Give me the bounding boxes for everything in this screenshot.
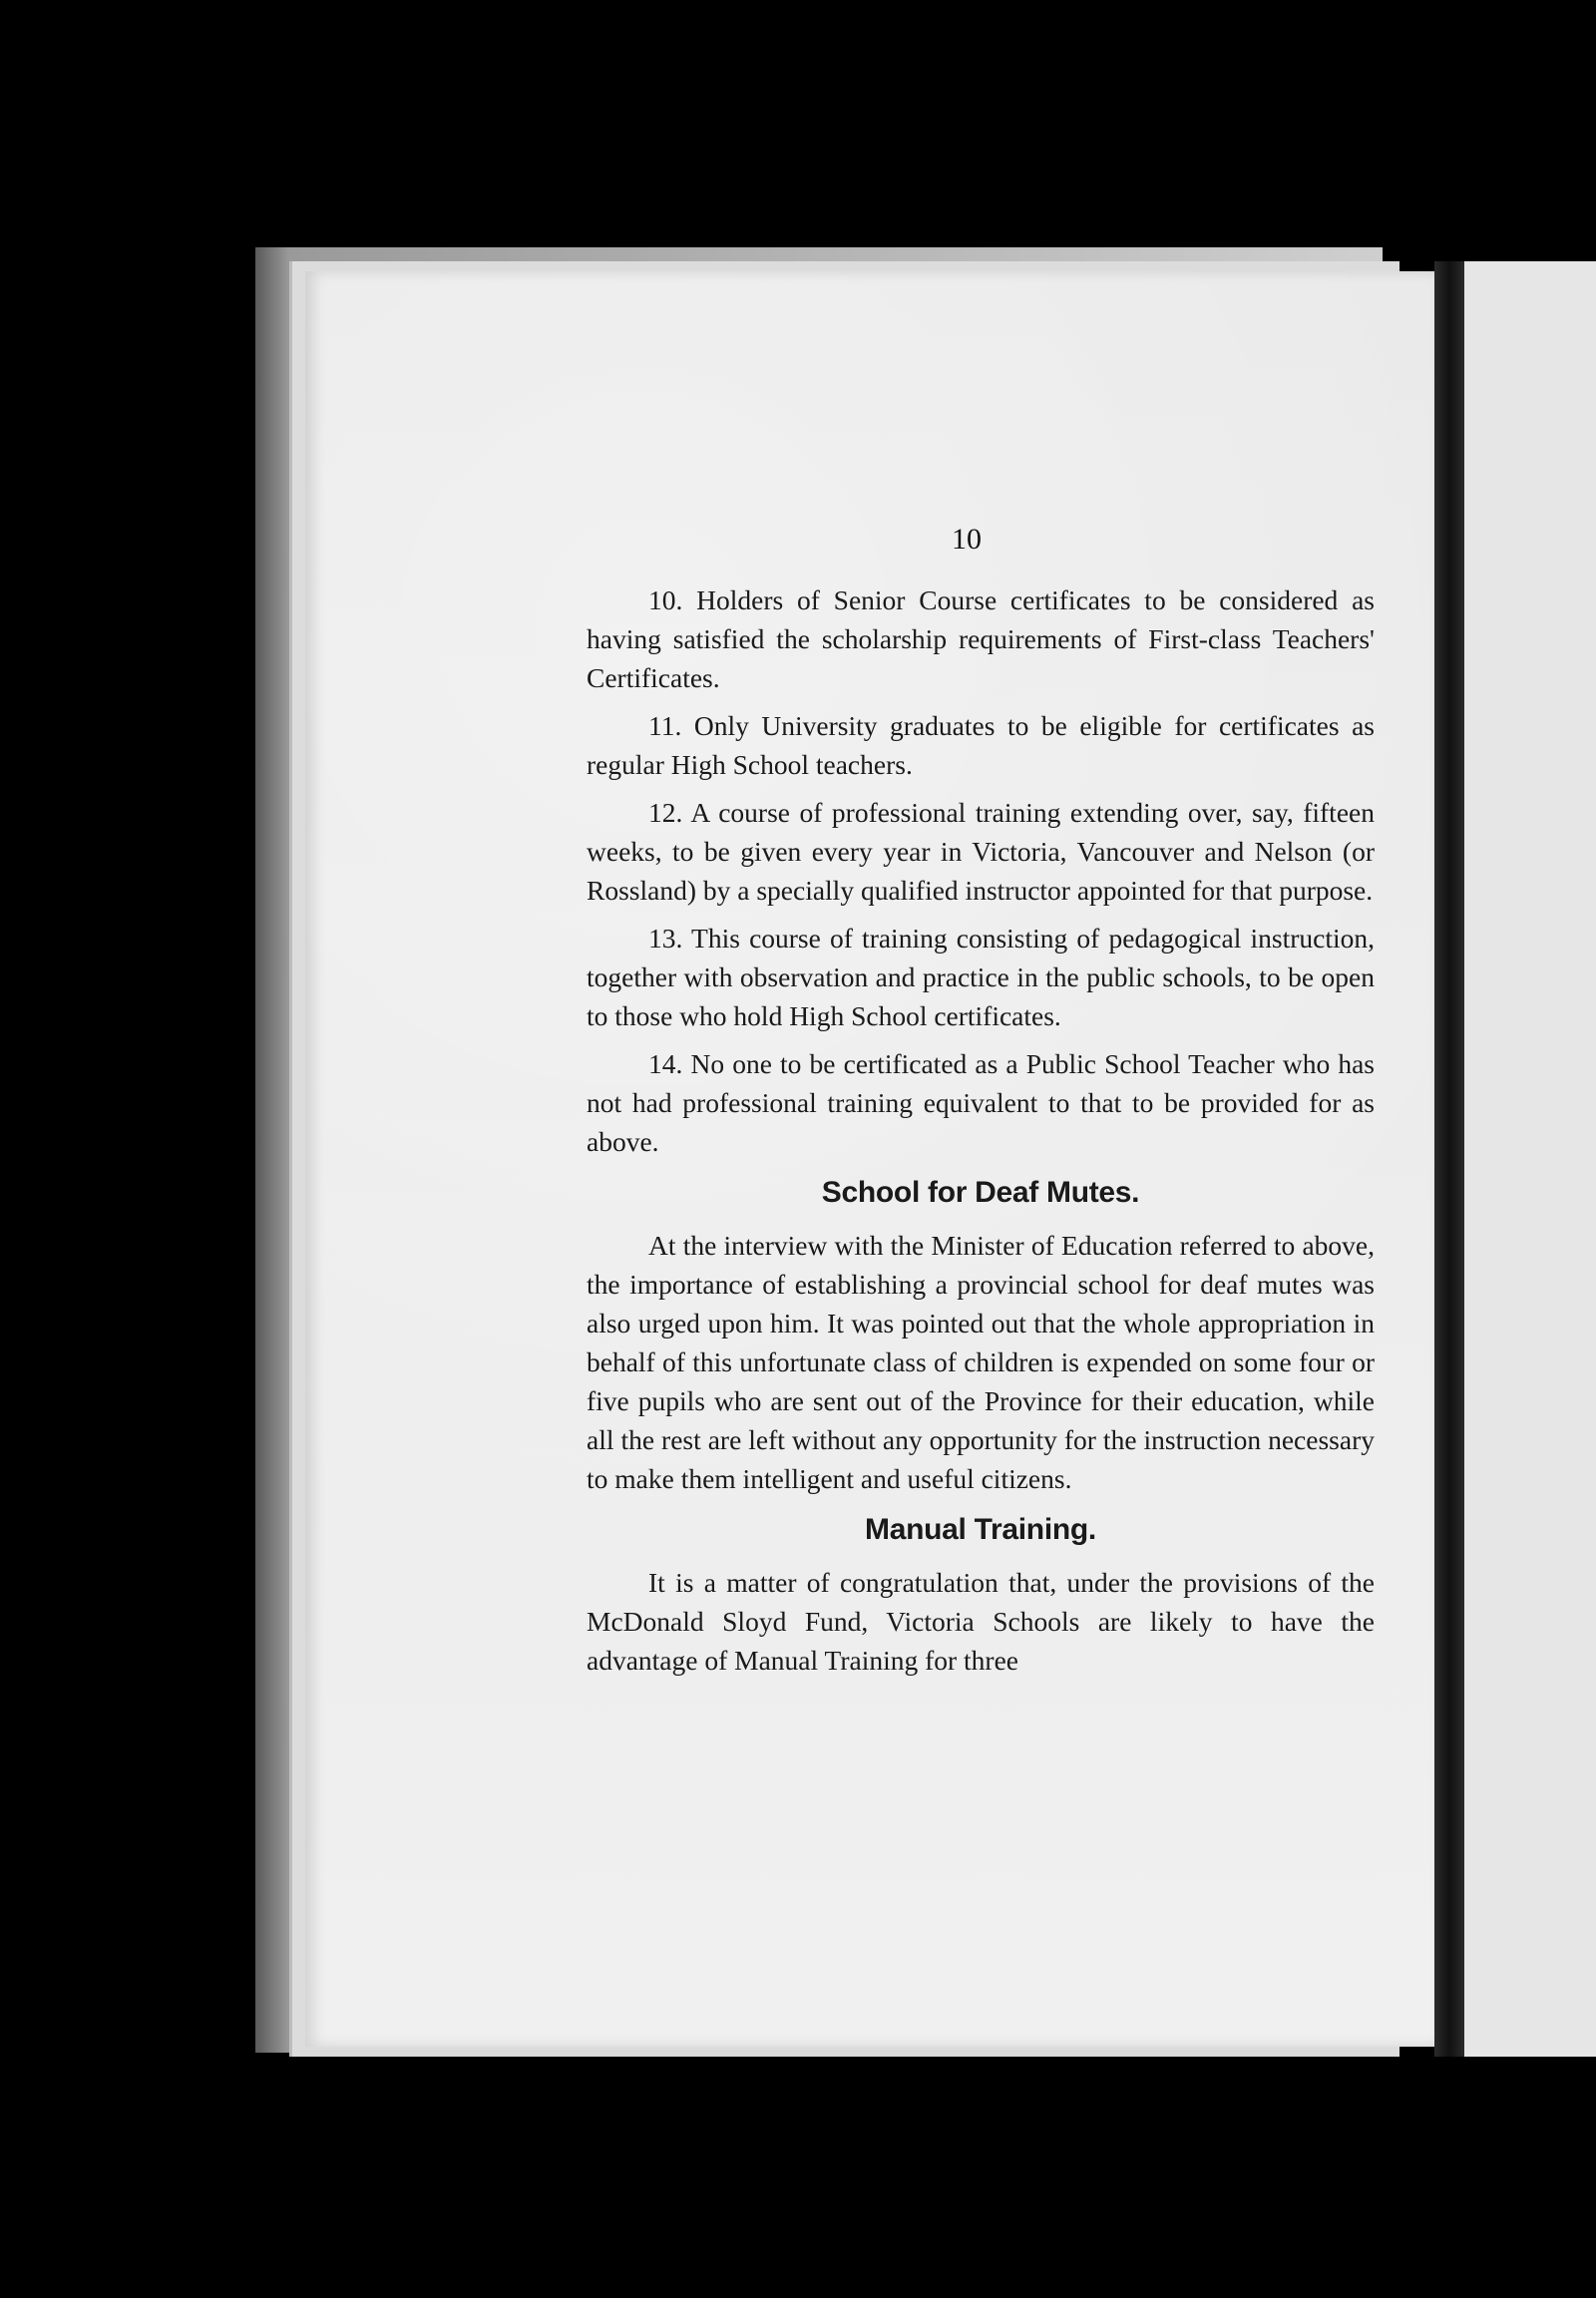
list-item: 12. A course of professional training extending over, say, fifteen weeks, to be given every year in Victoria, Vancouver and Nelson (or Rossland) by a specially qualified instructor appointed for that purpose. (587, 797, 1375, 906)
page-body (587, 580, 1375, 1689)
section-heading-deaf-mutes: School for Deaf Mutes. (821, 1176, 1140, 1209)
book-gutter (1434, 261, 1464, 2057)
page-number: 10 (952, 523, 982, 556)
section-body-deaf-mutes: At the interview with the Minister of Education referred to above, the importance of establishing a provincial school for deaf mutes was also urged upon him. It was pointed out that the whole appropriation in behalf of this unfortunate class of children is expended on some four or five pupils who are sent out of the Province for their education, while all the rest are left without any opportunity for the instruction necessary to make them intelligent and useful citizens. (587, 1230, 1375, 1494)
section-heading-manual-training: Manual Training. (865, 1513, 1096, 1546)
list-item: 11. Only University graduates to be eligible for certificates as regular High School teachers. (587, 710, 1375, 780)
list-item: 10. Holders of Senior Course certificates to be considered as having satisfied the scholarship requirements of First-class Teachers' Certificates. (587, 584, 1375, 693)
list-item: 14. No one to be certificated as a Public School Teacher who has not had professional training equivalent to that to be provided for as above. (587, 1048, 1375, 1157)
right-page (1464, 261, 1596, 2057)
list-item: 13. This course of training consisting of pedagogical instruction, together with observation and practice in the public schools, to be open to those who hold High School certificates. (587, 923, 1375, 1031)
section-body-manual-training: It is a matter of congratulation that, under the provisions of the McDonald Sloyd Fund, Victoria Schools are likely to have the advantage of Manual Training for three (587, 1567, 1375, 1676)
